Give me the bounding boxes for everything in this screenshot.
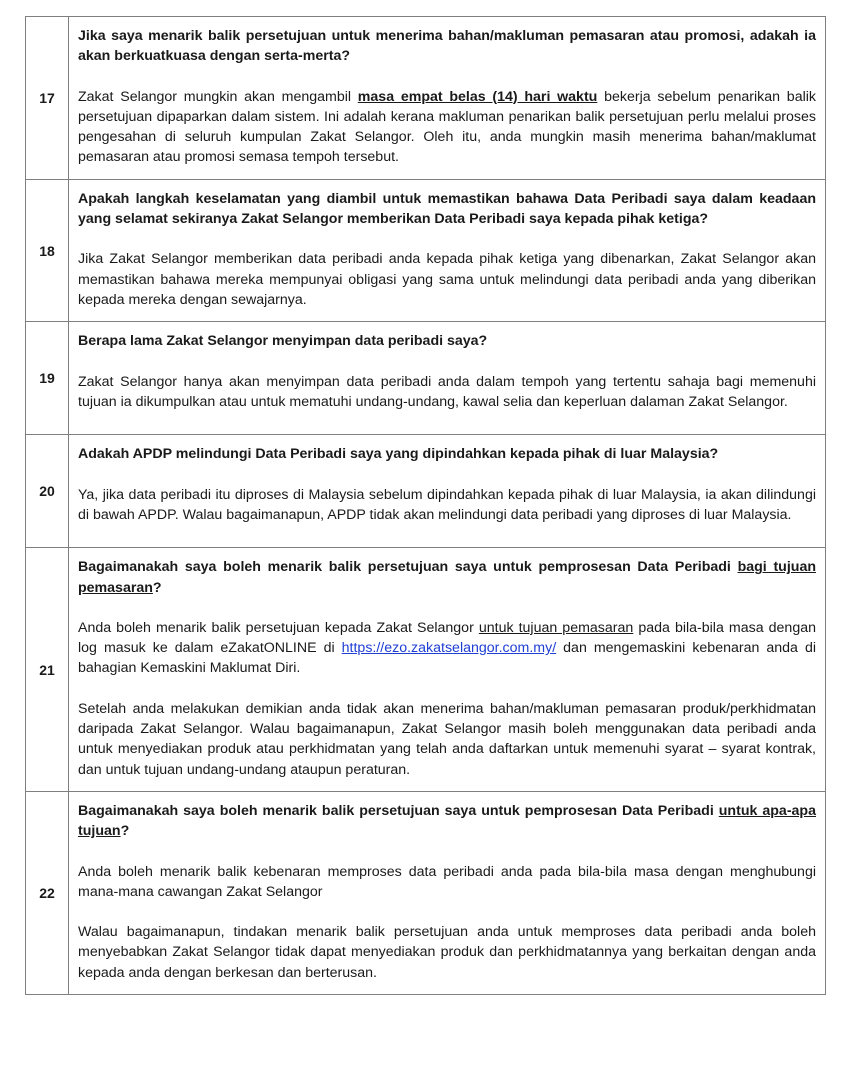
answer-emphasis: untuk tujuan pemasaran: [478, 619, 634, 636]
faq-question: [78, 557, 816, 598]
row-number: 19: [26, 322, 69, 435]
faq-content: [69, 322, 826, 435]
ezakatonline-link[interactable]: https://ezo.zakatselangor.com.my/: [341, 640, 557, 657]
row-number: 21: [26, 548, 69, 792]
answer-text: Anda boleh menarik balik persetujuan kepada Zakat Selangor: [78, 619, 479, 636]
faq-row-19: [26, 322, 826, 435]
faq-content: [69, 179, 826, 321]
faq-question: Berapa lama Zakat Selangor menyimpan data peribadi saya?: [78, 333, 488, 350]
faq-question: [78, 801, 816, 842]
question-emphasis: untuk apa-apa tujuan: [78, 802, 816, 840]
answer-emphasis: masa empat belas (14) hari waktu: [357, 88, 598, 105]
faq-answer: Ya, jika data peribadi itu diproses di Malaysia sebelum dipindahkan kepada pihak di luar Malaysia, ia akan dilindungi di bawah APDP. Walau bagaimanapun, APDP tidak akan melindungi data peribadi yang diproses di luar Malaysia.: [78, 486, 816, 523]
faq-answer: Anda boleh menarik balik kebenaran memproses data peribadi anda pada bila-bila masa dengan menghubungi mana-mana cawangan Zakat Selangor: [78, 863, 816, 900]
answer-text: bekerja sebelum penarikan balik persetujuan dipaparkan dalam sistem. Ini adalah kerana makluman penarikan balik persetujuan perlu melalui proses pengesahan di seluruh kumpulan Zakat Selangor. Oleh itu, anda mungkin masih menerima bahan/maklumat pemasaran atau promosi semasa tempoh tersebut.: [78, 88, 816, 166]
question-text: ?: [120, 823, 130, 840]
faq-row-22: [26, 791, 826, 994]
faq-answer: [78, 87, 816, 168]
row-number: 17: [26, 17, 69, 180]
faq-content: [69, 548, 826, 792]
faq-question: Apakah langkah keselamatan yang diambil untuk memastikan bahawa Data Peribadi saya dalam keadaan yang selamat sekiranya Zakat Selangor memberikan Data Peribadi saya kepada pihak ketiga?: [78, 190, 816, 228]
answer-text: dan mengemaskini kebenaran anda di bahagian Kemaskini Maklumat Diri.: [78, 640, 817, 677]
faq-answer: [78, 618, 816, 679]
faq-answer: Zakat Selangor hanya akan menyimpan data peribadi anda dalam tempoh yang tertentu sahaja bagi memenuhi tujuan ia dikumpulkan atau untuk mematuhi undang-undang, kawal selia dan keperluan dalaman Zakat Selangor.: [78, 373, 816, 410]
faq-content: [69, 17, 826, 180]
row-number: 20: [26, 435, 69, 548]
answer-text: pada bila-bila masa dengan log masuk ke dalam eZakatONLINE di: [78, 619, 816, 657]
faq-table: [25, 16, 826, 995]
question-text: ?: [152, 579, 162, 596]
faq-answer-paragraph: Setelah anda melakukan demikian anda tidak akan menerima bahan/makluman pemasaran produk/perkhidmatan daripada Zakat Selangor. Walau bagaimanapun, Zakat Selangor masih boleh menggunakan data peribadi anda untuk menyediakan produk atau perkhidmatan yang telah anda daftarkan untuk memenuhi syarat – syarat kontrak, dan untuk tujuan undang-undang ataupun peraturan.: [78, 700, 816, 778]
faq-row-18: [26, 179, 826, 321]
question-text: Bagaimanakah saya boleh menarik balik persetujuan saya untuk pemprosesan Data Peribadi: [78, 559, 738, 576]
faq-content: [69, 435, 826, 548]
faq-answer: Jika Zakat Selangor memberikan data peribadi anda kepada pihak ketiga yang dibenarkan, Zakat Selangor akan memastikan bahawa mereka mempunyai obligasi yang sama untuk melindungi data peribadi anda yang diberikan kepada mereka dengan sewajarnya.: [78, 251, 816, 308]
faq-question: Jika saya menarik balik persetujuan untuk menerima bahan/makluman pemasaran atau promosi, adakah ia akan berkuatkuasa dengan serta-merta?: [78, 28, 816, 65]
question-emphasis: bagi tujuan pemasaran: [78, 559, 816, 596]
question-text: Bagaimanakah saya boleh menarik balik persetujuan saya untuk pemprosesan Data Peribadi: [78, 802, 719, 819]
faq-document: [25, 16, 825, 995]
faq-question: Adakah APDP melindungi Data Peribadi saya yang dipindahkan kepada pihak di luar Malaysia?: [78, 446, 719, 463]
faq-row-20: [26, 435, 826, 548]
faq-answer-paragraph: Walau bagaimanapun, tindakan menarik balik persetujuan anda untuk memproses data peribadi anda boleh menyebabkan Zakat Selangor tidak dapat menyediakan produk dan perkhidmatannya yang berkaitan dengan anda kepada anda dengan berkesan dan berterusan.: [78, 924, 816, 981]
faq-row-21: [26, 548, 826, 792]
faq-row-17: [26, 17, 826, 180]
faq-content: [69, 791, 826, 994]
row-number: 18: [26, 179, 69, 321]
answer-text: Zakat Selangor mungkin akan mengambil: [78, 88, 358, 105]
row-number: 22: [26, 791, 69, 994]
